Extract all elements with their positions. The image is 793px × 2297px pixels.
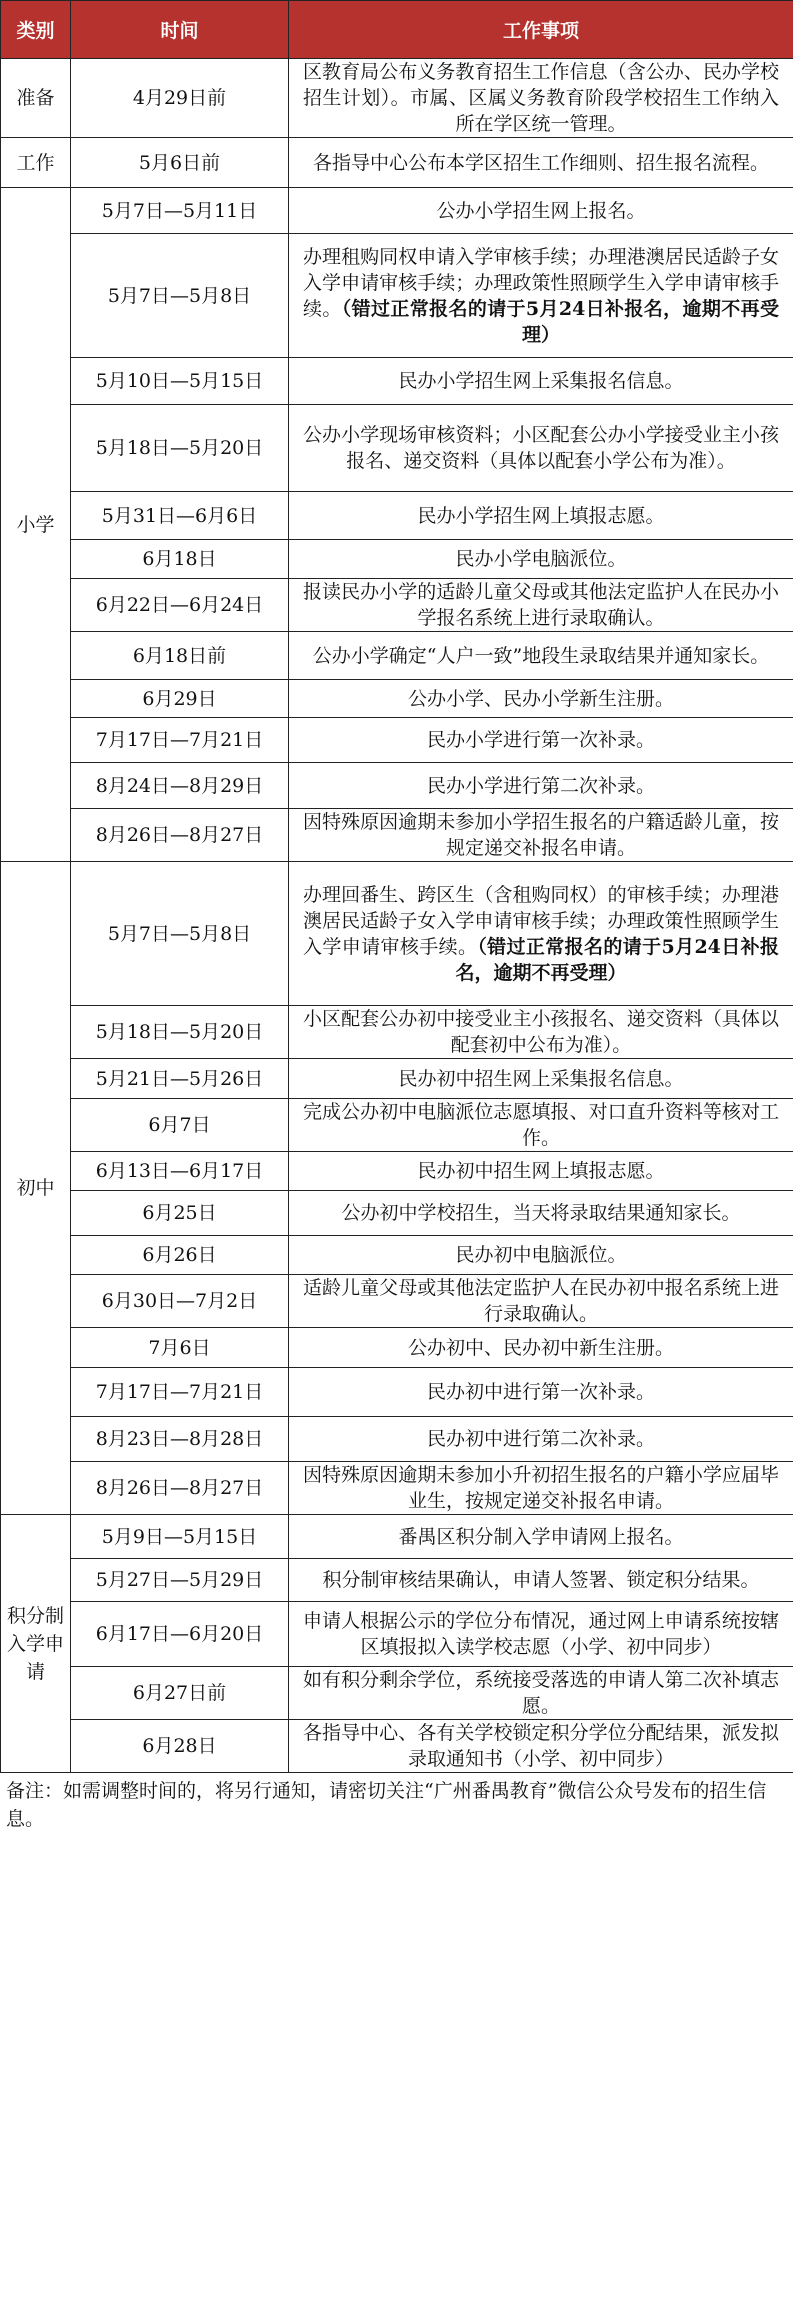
time-cell: 8月26日—8月27日 bbox=[71, 809, 289, 862]
time-cell: 5月18日—5月20日 bbox=[71, 1006, 289, 1059]
time-cell: 6月26日 bbox=[71, 1236, 289, 1275]
time-cell: 5月7日—5月8日 bbox=[71, 234, 289, 358]
table-row bbox=[1, 405, 793, 492]
item-text: 民办小学电脑派位。 bbox=[455, 548, 627, 570]
item-text: 积分制审核结果确认，申请人签署、锁定积分结果。 bbox=[322, 1569, 760, 1591]
time-cell: 8月26日—8月27日 bbox=[71, 1462, 289, 1515]
item-cell bbox=[289, 1099, 793, 1152]
table-row bbox=[1, 1720, 793, 1773]
table-row bbox=[1, 1559, 793, 1602]
time-cell: 4月29日前 bbox=[71, 59, 289, 138]
table-row bbox=[1, 59, 793, 138]
item-cell bbox=[289, 1191, 793, 1236]
item-text: 民办初中电脑派位。 bbox=[455, 1244, 627, 1266]
table-row bbox=[1, 1236, 793, 1275]
table-row bbox=[1, 234, 793, 358]
item-cell bbox=[289, 1559, 793, 1602]
time-cell: 6月13日—6月17日 bbox=[71, 1152, 289, 1191]
table-row bbox=[1, 1328, 793, 1368]
table-row bbox=[1, 718, 793, 763]
item-cell bbox=[289, 809, 793, 862]
table-row bbox=[1, 1191, 793, 1236]
item-cell bbox=[289, 1667, 793, 1720]
table-row bbox=[1, 188, 793, 234]
time-cell: 8月23日—8月28日 bbox=[71, 1417, 289, 1462]
item-cell bbox=[289, 492, 793, 540]
table-row bbox=[1, 1099, 793, 1152]
item-text: 申请人根据公示的学位分布情况，通过网上申请系统按辖区填报拟入读学校志愿（小学、初中同步） bbox=[303, 1610, 779, 1658]
item-cell bbox=[289, 1006, 793, 1059]
item-cell bbox=[289, 1368, 793, 1417]
item-cell bbox=[289, 59, 793, 138]
time-cell: 6月28日 bbox=[71, 1720, 289, 1773]
time-cell: 5月10日—5月15日 bbox=[71, 358, 289, 405]
item-cell bbox=[289, 540, 793, 579]
time-cell: 7月17日—7月21日 bbox=[71, 1368, 289, 1417]
item-cell bbox=[289, 1236, 793, 1275]
category-cell-work: 工作 bbox=[1, 138, 71, 188]
time-cell: 6月18日 bbox=[71, 540, 289, 579]
item-text: 民办小学进行第一次补录。 bbox=[426, 729, 655, 751]
table-row bbox=[1, 492, 793, 540]
time-cell: 6月22日—6月24日 bbox=[71, 579, 289, 632]
time-cell: 5月9日—5月15日 bbox=[71, 1515, 289, 1559]
item-cell bbox=[289, 632, 793, 680]
item-cell bbox=[289, 1059, 793, 1099]
item-text: 民办初中进行第二次补录。 bbox=[426, 1428, 655, 1450]
header-items: 工作事项 bbox=[289, 1, 793, 59]
table-row bbox=[1, 138, 793, 188]
item-text: 民办初中招生网上采集报名信息。 bbox=[398, 1067, 684, 1090]
item-text: 各指导中心公布本学区招生工作细则、招生报名流程。 bbox=[312, 151, 769, 174]
item-cell bbox=[289, 1275, 793, 1328]
item-cell bbox=[289, 1602, 793, 1667]
item-text: 各指导中心、各有关学校锁定积分学位分配结果，派发拟录取通知书（小学、初中同步） bbox=[303, 1722, 779, 1770]
header-time: 时间 bbox=[71, 1, 289, 59]
time-cell: 5月7日—5月11日 bbox=[71, 188, 289, 234]
time-cell: 6月25日 bbox=[71, 1191, 289, 1236]
time-cell: 6月27日前 bbox=[71, 1667, 289, 1720]
item-bold-note: （错过正常报名的请于5月24日补报名，逾期不再受理） bbox=[341, 297, 779, 346]
table-body bbox=[1, 59, 793, 1773]
table-row bbox=[1, 809, 793, 862]
time-cell: 6月17日—6月20日 bbox=[71, 1602, 289, 1667]
table-row bbox=[1, 1462, 793, 1515]
item-cell bbox=[289, 1328, 793, 1368]
table-row bbox=[1, 1006, 793, 1059]
time-cell: 5月31日—6月6日 bbox=[71, 492, 289, 540]
table-row bbox=[1, 763, 793, 809]
item-text: 报读民办小学的适龄儿童父母或其他法定监护人在民办小学报名系统上进行录取确认。 bbox=[303, 581, 779, 629]
category-cell-points: 积分制入学申请 bbox=[1, 1515, 71, 1773]
table-row bbox=[1, 862, 793, 1006]
item-text: 公办小学现场审核资料；小区配套公办小学接受业主小孩报名、递交资料（具体以配套小学公布为准）。 bbox=[303, 424, 779, 472]
item-text: 如有积分剩余学位，系统接受落选的申请人第二次补填志愿。 bbox=[303, 1669, 779, 1717]
time-cell: 6月29日 bbox=[71, 680, 289, 718]
item-cell bbox=[289, 763, 793, 809]
item-cell bbox=[289, 188, 793, 234]
item-text: 番禺区积分制入学申请网上报名。 bbox=[398, 1525, 684, 1548]
table-row bbox=[1, 1059, 793, 1099]
table-row bbox=[1, 1275, 793, 1328]
time-cell: 5月18日—5月20日 bbox=[71, 405, 289, 492]
table-row bbox=[1, 358, 793, 405]
item-text: 公办小学确定“人户一致”地段生录取结果并通知家长。 bbox=[312, 644, 770, 667]
item-cell bbox=[289, 1515, 793, 1559]
table-row bbox=[1, 680, 793, 718]
item-cell bbox=[289, 138, 793, 188]
item-text: 公办初中、民办初中新生注册。 bbox=[407, 1336, 674, 1359]
item-cell bbox=[289, 1152, 793, 1191]
item-text: 小区配套公办初中接受业主小孩报名、递交资料（具体以配套初中公布为准）。 bbox=[303, 1008, 779, 1056]
item-text: 民办小学招生网上填报志愿。 bbox=[417, 504, 665, 527]
time-cell: 8月24日—8月29日 bbox=[71, 763, 289, 809]
time-cell: 6月30日—7月2日 bbox=[71, 1275, 289, 1328]
item-cell bbox=[289, 358, 793, 405]
item-text: 区教育局公布义务教育招生工作信息（含公办、民办学校招生计划）。市属、区属义务教育阶段学校招生工作纳入所在学区统一管理。 bbox=[303, 61, 779, 135]
category-cell-junior: 初中 bbox=[1, 862, 71, 1515]
item-cell bbox=[289, 405, 793, 492]
item-cell bbox=[289, 718, 793, 763]
item-text: 办理租购同权申请入学审核手续；办理港澳居民适龄子女入学申请审核手续；办理政策性照顾学生入学申请审核手续。 bbox=[303, 245, 779, 320]
item-text: 民办初中进行第一次补录。 bbox=[426, 1381, 655, 1403]
item-cell bbox=[289, 579, 793, 632]
item-bold-note: （错过正常报名的请于5月24日补报名，逾期不再受理） bbox=[455, 935, 779, 984]
category-cell-prep: 准备 bbox=[1, 59, 71, 138]
table-row bbox=[1, 579, 793, 632]
table-row bbox=[1, 1515, 793, 1559]
item-text: 公办初中学校招生，当天将录取结果通知家长。 bbox=[341, 1202, 741, 1224]
item-cell bbox=[289, 862, 793, 1006]
item-cell bbox=[289, 234, 793, 358]
time-cell: 7月17日—7月21日 bbox=[71, 718, 289, 763]
time-cell: 5月7日—5月8日 bbox=[71, 862, 289, 1006]
item-text: 民办初中招生网上填报志愿。 bbox=[417, 1160, 665, 1182]
item-text: 民办小学招生网上采集报名信息。 bbox=[398, 370, 684, 392]
item-text: 适龄儿童父母或其他法定监护人在民办初中报名系统上进行录取确认。 bbox=[303, 1277, 779, 1325]
time-cell: 5月21日—5月26日 bbox=[71, 1059, 289, 1099]
table-row bbox=[1, 632, 793, 680]
item-cell bbox=[289, 680, 793, 718]
time-cell: 5月6日前 bbox=[71, 138, 289, 188]
item-text: 办理回番生、跨区生（含租购同权）的审核手续；办理港澳居民适龄子女入学申请审核手续；办理政策性照顾学生入学申请审核手续。 bbox=[303, 883, 779, 958]
item-cell bbox=[289, 1720, 793, 1773]
table-row bbox=[1, 1152, 793, 1191]
table-row bbox=[1, 1602, 793, 1667]
header-category: 类别 bbox=[1, 1, 71, 59]
table-row bbox=[1, 540, 793, 579]
time-cell: 6月7日 bbox=[71, 1099, 289, 1152]
item-text: 因特殊原因逾期未参加小升初招生报名的户籍小学应届毕业生，按规定递交补报名申请。 bbox=[303, 1464, 779, 1512]
item-text: 公办小学、民办小学新生注册。 bbox=[407, 687, 674, 710]
time-cell: 6月18日前 bbox=[71, 632, 289, 680]
item-cell bbox=[289, 1462, 793, 1515]
footnote: 备注：如需调整时间的，将另行通知，请密切关注“广州番禺教育”微信公众号发布的招生信息。 bbox=[6, 1780, 767, 1830]
item-text: 民办小学进行第二次补录。 bbox=[426, 774, 655, 797]
table-row bbox=[1, 1417, 793, 1462]
category-cell-primary: 小学 bbox=[1, 188, 71, 862]
time-cell: 5月27日—5月29日 bbox=[71, 1559, 289, 1602]
time-cell: 7月6日 bbox=[71, 1328, 289, 1368]
table-header-row bbox=[1, 1, 793, 59]
item-text: 因特殊原因逾期未参加小学招生报名的户籍适龄儿童，按规定递交补报名申请。 bbox=[303, 811, 779, 859]
item-text: 完成公办初中电脑派位志愿填报、对口直升资料等核对工作。 bbox=[303, 1101, 779, 1149]
item-text: 公办小学招生网上报名。 bbox=[436, 199, 646, 222]
item-cell bbox=[289, 1417, 793, 1462]
table-row bbox=[1, 1667, 793, 1720]
table-row bbox=[1, 1368, 793, 1417]
